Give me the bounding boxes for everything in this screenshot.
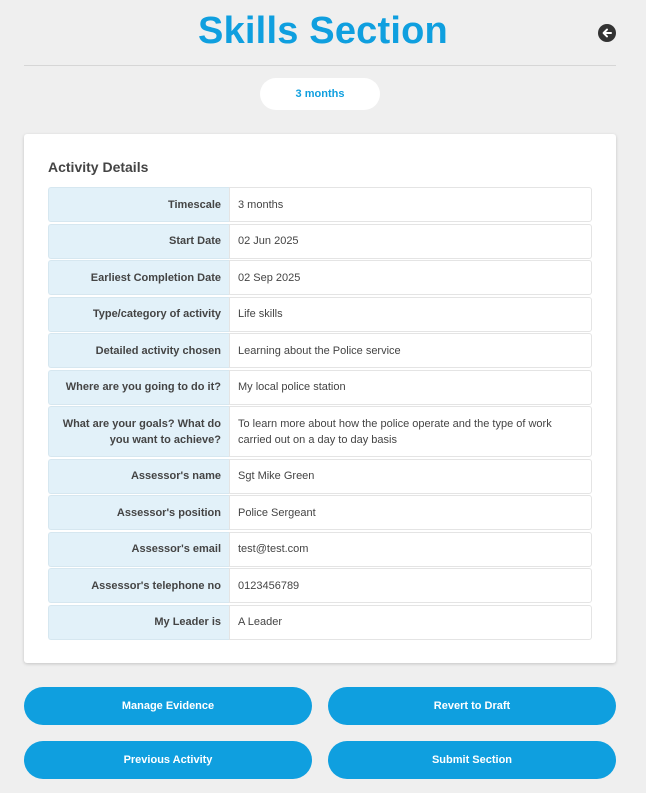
detail-label: Assessor's email <box>48 532 229 567</box>
activity-details-table <box>48 187 592 641</box>
detail-row-goals <box>48 406 592 457</box>
arrow-left-icon <box>601 27 613 39</box>
detail-label: Assessor's position <box>48 495 229 530</box>
detail-value: Learning about the Police service <box>229 333 592 368</box>
detail-value: Sgt Mike Green <box>229 459 592 494</box>
detail-label: Timescale <box>48 187 229 222</box>
timescale-pill[interactable]: 3 months <box>260 78 380 110</box>
previous-activity-button[interactable]: Previous Activity <box>24 741 312 779</box>
detail-row-timescale <box>48 187 592 222</box>
detail-label: My Leader is <box>48 605 229 640</box>
detail-row-assessor-email <box>48 532 592 567</box>
detail-label: Start Date <box>48 224 229 259</box>
detail-label: Detailed activity chosen <box>48 333 229 368</box>
detail-label: Assessor's name <box>48 459 229 494</box>
header-divider <box>24 65 616 66</box>
detail-value: 02 Sep 2025 <box>229 260 592 295</box>
detail-label: Assessor's telephone no <box>48 568 229 603</box>
page-header <box>0 0 646 66</box>
detail-row-assessor-telephone <box>48 568 592 603</box>
detail-row-activity-type <box>48 297 592 332</box>
detail-row-assessor-name <box>48 459 592 494</box>
detail-row-detailed-activity <box>48 333 592 368</box>
page-title: Skills Section <box>198 10 448 52</box>
back-button[interactable] <box>598 24 616 42</box>
detail-row-location <box>48 370 592 405</box>
detail-value: 02 Jun 2025 <box>229 224 592 259</box>
detail-row-start-date <box>48 224 592 259</box>
manage-evidence-button[interactable]: Manage Evidence <box>24 687 312 725</box>
detail-value: test@test.com <box>229 532 592 567</box>
detail-value: 3 months <box>229 187 592 222</box>
detail-value: My local police station <box>229 370 592 405</box>
activity-details-title: Activity Details <box>48 159 149 175</box>
revert-to-draft-button[interactable]: Revert to Draft <box>328 687 616 725</box>
detail-value: To learn more about how the police operate and the type of work carried out on a day to day basis <box>229 406 592 457</box>
detail-label: What are your goals? What do you want to achieve? <box>48 406 229 457</box>
detail-row-earliest-completion <box>48 260 592 295</box>
detail-value: A Leader <box>229 605 592 640</box>
detail-value: Life skills <box>229 297 592 332</box>
submit-section-button[interactable]: Submit Section <box>328 741 616 779</box>
detail-label: Earliest Completion Date <box>48 260 229 295</box>
detail-row-assessor-position <box>48 495 592 530</box>
detail-row-leader <box>48 605 592 640</box>
detail-label: Type/category of activity <box>48 297 229 332</box>
activity-details-card <box>24 134 616 663</box>
detail-label: Where are you going to do it? <box>48 370 229 405</box>
detail-value: 0123456789 <box>229 568 592 603</box>
detail-value: Police Sergeant <box>229 495 592 530</box>
